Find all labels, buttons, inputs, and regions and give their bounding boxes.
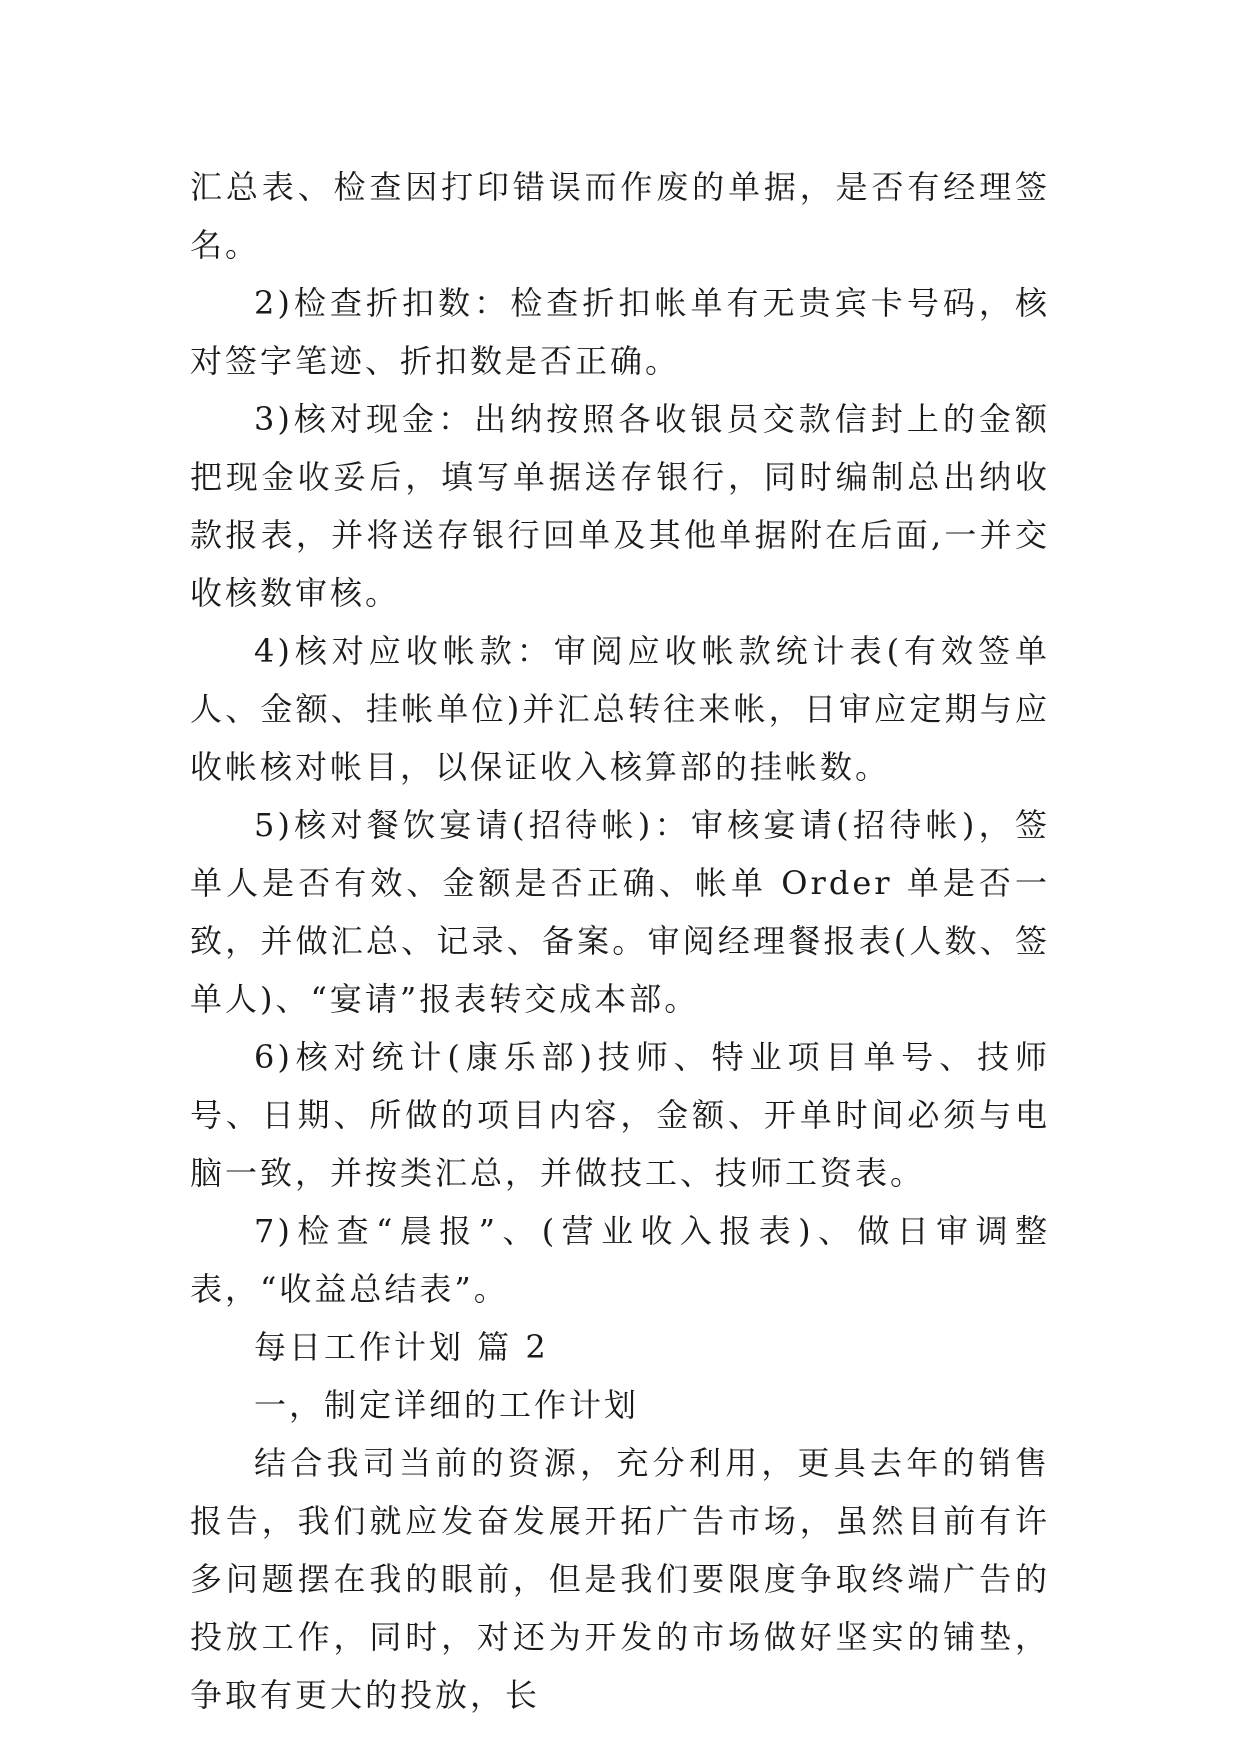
section-heading: 每日工作计划 篇 2 <box>254 1328 549 1366</box>
subsection-heading: 一，制定详细的工作计划 <box>254 1386 640 1424</box>
paragraph-continuation: 汇总表、检查因打印错误而作废的单据，是否有经理签名。 <box>190 168 1050 264</box>
paragraph-item-2: 2)检查折扣数：检查折扣帐单有无贵宾卡号码，核对签字笔迹、折扣数是否正确。 <box>190 284 1050 380</box>
paragraph-item-3: 3)核对现金：出纳按照各收银员交款信封上的金额把现金收妥后，填写单据送存银行，同时编制总出纳收款报表，并将送存银行回单及其他单据附在后面,一并交收核数审核。 <box>190 400 1050 612</box>
paragraph-item-6: 6)核对统计(康乐部)技师、特业项目单号、技师号、日期、所做的项目内容，金额、开单时间必须与电脑一致，并按类汇总，并做技工、技师工资表。 <box>190 1038 1050 1192</box>
paragraph-item-5: 5)核对餐饮宴请(招待帐)：审核宴请(招待帐)，签单人是否有效、金额是否正确、帐单 Order 单是否一致，并做汇总、记录、备案。审阅经理餐报表(人数、签单人)、“宴请”报表转交成本部。 <box>190 806 1050 1018</box>
paragraph-item-7: 7)检查“晨报”、(营业收入报表)、做日审调整表，“收益总结表”。 <box>190 1212 1050 1308</box>
document-body <box>190 158 1050 1724</box>
paragraph-body: 结合我司当前的资源，充分利用，更具去年的销售报告，我们就应发奋发展开拓广告市场，虽然目前有许多问题摆在我的眼前，但是我们要限度争取终端广告的投放工作，同时，对还为开发的市场做好坚实的铺垫，争取有更大的投放，长 <box>190 1444 1050 1714</box>
paragraph-item-4: 4)核对应收帐款：审阅应收帐款统计表(有效签单人、金额、挂帐单位)并汇总转往来帐，日审应定期与应收帐核对帐目，以保证收入核算部的挂帐数。 <box>190 632 1050 786</box>
